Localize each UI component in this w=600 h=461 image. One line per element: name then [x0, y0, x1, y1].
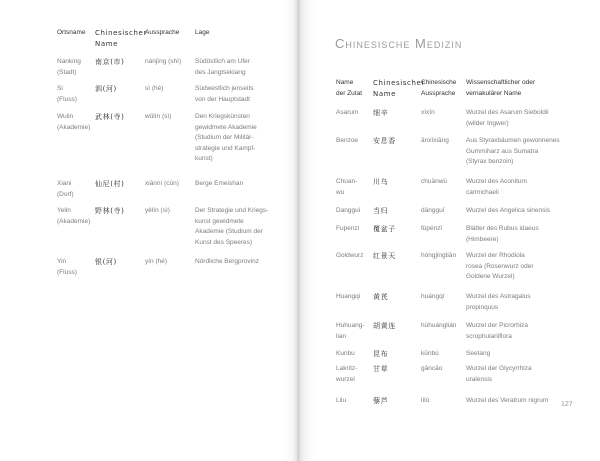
location-line: gewidmete Akademie	[195, 123, 257, 131]
column-header-chinese-name-cell	[95, 28, 147, 49]
location-cell	[195, 57, 250, 78]
chinese-name: 安息香	[373, 137, 396, 145]
chinese-name-cell	[373, 349, 388, 360]
header-line: Chinesischer	[95, 29, 147, 37]
location-line: Akademie (Studium der	[195, 228, 263, 235]
location-line: Nördliche Bergprovinz	[195, 258, 259, 265]
chinese-pronunciation: ānxīxiāng	[421, 137, 449, 144]
ingredient-cell	[336, 349, 355, 360]
ingredient-name: Huhuang-	[336, 322, 365, 329]
pronunciation-cell	[421, 136, 449, 147]
pronunciation-cell	[145, 206, 170, 217]
pronunciation-cell	[145, 179, 179, 190]
scientific-name-cell	[466, 108, 549, 129]
chinese-name-cell	[95, 57, 124, 68]
chinese-name: 昆布	[373, 350, 389, 358]
header-line: Wissenschaftlicher oder	[466, 79, 535, 86]
scientific-name-line: (wilder Ingwer)	[466, 119, 509, 127]
place-name: Xiani	[57, 180, 72, 187]
pronunciation-cell	[421, 321, 456, 332]
location-line: Berge Emeishan	[195, 180, 244, 187]
pronunciation-cell	[421, 224, 442, 235]
chinese-name-cell	[373, 321, 396, 332]
location-cell	[195, 84, 254, 105]
pronunciation-cell	[421, 206, 445, 217]
location-line: Südöstlich am Ufer	[195, 58, 250, 65]
location-line: Der Strategie und Kriegs-	[195, 207, 269, 214]
place-name: Yelin	[57, 207, 71, 214]
pronunciation-cell	[421, 349, 439, 360]
section-title: Chinesische Medizin	[335, 36, 463, 51]
ingredient-name: Lakritz-	[336, 365, 358, 372]
pronunciation: nánjīng (shì)	[145, 58, 182, 65]
chinese-pronunciation: hóngjǐngtiān	[421, 252, 457, 259]
pronunciation-cell	[145, 257, 167, 268]
scientific-name-line: propinquus	[466, 303, 499, 311]
header-line: Name	[336, 79, 354, 86]
ingredient-cell	[336, 251, 363, 262]
pronunciation-cell	[145, 112, 171, 123]
chinese-name: 南京(市)	[95, 58, 125, 66]
scientific-name-cell	[466, 349, 490, 360]
chinese-name-cell	[373, 136, 396, 147]
ingredient-cell	[336, 364, 357, 385]
pronunciation-cell	[421, 177, 447, 188]
ingredient-name: Danggui	[336, 207, 361, 214]
location-line: (Studium der Militär-	[195, 134, 254, 141]
chinese-name: 泗(河)	[95, 85, 117, 93]
chinese-name: 细辛	[373, 109, 389, 117]
pronunciation: wǔlín (sì)	[145, 113, 172, 120]
chinese-pronunciation: dāngguī	[421, 207, 445, 214]
ingredient-cell	[336, 108, 358, 119]
scientific-name-cell	[466, 292, 531, 313]
scientific-name-cell	[466, 251, 534, 283]
right-page	[300, 0, 600, 461]
ingredient-cell	[336, 396, 346, 407]
chinese-pronunciation: húhuánglián	[421, 322, 457, 329]
ingredient-name: wurzel	[336, 375, 355, 383]
chinese-pronunciation: fùpénzǐ	[421, 225, 442, 232]
chinese-name: 当归	[373, 207, 389, 215]
scientific-name-cell	[466, 396, 548, 407]
location-line: strategie und Kampf-	[195, 144, 256, 152]
header-line: vernakulärer Name	[466, 89, 522, 97]
scientific-name-cell	[466, 136, 560, 168]
place-cell	[57, 57, 81, 78]
pronunciation-cell	[421, 108, 435, 119]
chinese-name-cell	[95, 257, 117, 268]
scientific-name-line: Wurzel des Angelica sinensis	[466, 207, 551, 214]
place-cell	[57, 179, 74, 200]
chinese-name-cell	[373, 177, 388, 188]
scientific-name-line: Seetang	[466, 350, 491, 357]
header-line: der Zutat	[336, 89, 363, 97]
place-name: Yin	[57, 258, 67, 265]
scientific-name-line: Aus Styraxbäumen gewonnenes	[466, 137, 560, 144]
scientific-name-cell	[466, 224, 539, 245]
ingredient-name: Kunbu	[336, 350, 355, 357]
ingredient-name: Asarum	[336, 109, 359, 116]
header-line: Aussprache	[421, 89, 456, 97]
page-number: 127	[561, 401, 573, 408]
ingredient-name: Goldwurz	[336, 252, 364, 259]
ingredient-name: wu	[336, 188, 345, 196]
chinese-pronunciation: kūnbù	[421, 350, 439, 357]
chinese-name-cell	[95, 206, 124, 217]
chinese-name-cell	[373, 396, 388, 407]
scientific-name-line: Wurzel des Veratrum nigrum	[466, 397, 549, 404]
chinese-name: 胡黄连	[373, 322, 396, 330]
location-line: Den Kriegskünsten	[195, 113, 250, 120]
header-line: Name	[95, 39, 119, 48]
scientific-name-cell	[466, 321, 528, 342]
pronunciation: sì (hé)	[145, 85, 164, 92]
place-cell	[57, 112, 90, 133]
pronunciation: yělín (sì)	[145, 207, 170, 214]
scientific-name-line: Wurzel der Glycyrrhiza	[466, 365, 532, 372]
chinese-name-cell	[95, 84, 117, 95]
chinese-name: 藜芦	[373, 397, 389, 405]
column-header-ingredient-cell	[336, 78, 362, 99]
scientific-name-line: Blätter des Rubus idaeus	[466, 225, 539, 232]
place-cell	[57, 257, 77, 278]
place-type: (Akademie)	[57, 217, 91, 225]
location-line: Kunst des Speeres)	[195, 238, 253, 246]
place-type: (Akademie)	[57, 123, 91, 131]
pronunciation-cell	[421, 251, 456, 262]
scientific-name-line: Wurzel des Astragalus	[466, 293, 531, 300]
chinese-pronunciation: lílú	[421, 397, 430, 404]
chinese-name-cell	[373, 364, 388, 375]
chinese-pronunciation: gāncǎo	[421, 365, 443, 372]
header-line: Chinesische	[421, 79, 457, 86]
place-type: (Dorf)	[57, 190, 74, 198]
chinese-name-cell	[95, 179, 124, 190]
location-line: kunst gewidmete	[195, 217, 244, 225]
place-name: Nanking	[57, 58, 81, 65]
header-line: Ortsname	[57, 29, 86, 36]
ingredient-cell	[336, 224, 359, 235]
place-cell	[57, 206, 90, 227]
column-header-chinese-name-cell	[373, 78, 425, 99]
scientific-name-line: Goldene Wurzel)	[466, 273, 515, 280]
pronunciation-cell	[421, 292, 445, 303]
place-type: (Stadt)	[57, 68, 77, 76]
chinese-name-cell	[373, 292, 388, 303]
scientific-name-line: Wurzel der Picrorhiza	[466, 322, 529, 329]
chinese-name: 黄芪	[373, 293, 389, 301]
ingredient-cell	[336, 321, 365, 342]
location-line: von der Hauptstadt	[195, 95, 250, 103]
chinese-name-cell	[373, 206, 388, 217]
medicine-ingredients-table	[300, 0, 600, 461]
column-header-pronunciation-cell	[421, 78, 456, 99]
location-line: des Jangtsekiang	[195, 68, 246, 76]
ingredient-name: Chuan-	[336, 178, 358, 185]
scientific-name-line: scrophulariiflora	[466, 332, 512, 340]
chinese-pronunciation: xìxīn	[421, 109, 435, 116]
column-header-pronunciation-cell	[145, 28, 179, 39]
ingredient-name: Fupenzi	[336, 225, 360, 232]
location-cell	[195, 179, 243, 190]
chinese-name-cell	[373, 224, 396, 235]
pronunciation-cell	[145, 57, 181, 68]
scientific-name-cell	[466, 177, 527, 198]
column-header-place-cell	[57, 28, 86, 39]
ingredient-name: Huangqi	[336, 293, 361, 300]
left-page	[0, 0, 298, 461]
place-type: (Fluss)	[57, 268, 77, 276]
place-name: Wulin	[57, 113, 74, 120]
pronunciation: xiānní (cūn)	[145, 180, 179, 187]
book-gutter	[284, 0, 314, 461]
location-line: kunst)	[195, 155, 213, 162]
chinese-name: 川乌	[373, 178, 389, 186]
chinese-pronunciation: huángqí	[421, 293, 445, 300]
chinese-name-cell	[95, 112, 124, 123]
chinese-name: 仙尼(村)	[95, 180, 125, 188]
scientific-name-line: Wurzel des Asarum Sieboldii	[466, 109, 549, 116]
place-names-table	[0, 0, 298, 461]
location-cell	[195, 257, 259, 268]
ingredient-name: Lilu	[336, 397, 347, 404]
scientific-name-line: uralensis	[466, 375, 493, 383]
chinese-name: 甘草	[373, 365, 389, 373]
ingredient-cell	[336, 206, 360, 217]
pronunciation-cell	[421, 396, 429, 407]
chinese-name-cell	[373, 108, 388, 119]
ingredient-cell	[336, 292, 360, 303]
ingredient-name: lian	[336, 332, 347, 340]
column-header-location-cell	[195, 28, 209, 39]
place-type: (Fluss)	[57, 95, 77, 103]
ingredient-name: Benzoe	[336, 137, 359, 144]
scientific-name-line: (Styrax benzoin)	[466, 158, 514, 165]
ingredient-cell	[336, 177, 357, 198]
scientific-name-line: Wurzel der Rhodiola	[466, 252, 525, 259]
scientific-name-cell	[466, 364, 532, 385]
pronunciation-cell	[145, 84, 163, 95]
chinese-pronunciation: chuānwū	[421, 178, 448, 185]
location-cell	[195, 112, 257, 165]
location-line: Südwestlich jenseits	[195, 85, 254, 92]
header-line: Aussprache	[145, 29, 180, 36]
scientific-name-line: Gummiharz aus Sumatra	[466, 147, 539, 155]
pronunciation: yín (hé)	[145, 258, 168, 265]
scientific-name-line: carmichaeli	[466, 188, 499, 196]
chinese-name-cell	[373, 251, 396, 262]
chinese-name: 覆盆子	[373, 225, 396, 233]
header-line: Chinesischer	[373, 79, 425, 87]
scientific-name-line: Wurzel des Aconitum	[466, 178, 527, 185]
place-cell	[57, 84, 77, 105]
header-line: Name	[373, 89, 397, 98]
chinese-name: 野林(寺)	[95, 207, 125, 215]
location-cell	[195, 206, 268, 248]
pronunciation-cell	[421, 364, 442, 375]
ingredient-cell	[336, 136, 358, 147]
scientific-name-line: rosea (Rosenwurz oder	[466, 262, 534, 270]
column-header-scientific-name-cell	[466, 78, 535, 99]
place-name: Si	[57, 85, 63, 92]
scientific-name-line: (Himbeere)	[466, 235, 499, 243]
chinese-name: 银(河)	[95, 258, 117, 266]
header-line: Lage	[195, 29, 210, 36]
scientific-name-cell	[466, 206, 550, 217]
chinese-name: 武林(寺)	[95, 113, 125, 121]
chinese-name: 红景天	[373, 252, 396, 260]
